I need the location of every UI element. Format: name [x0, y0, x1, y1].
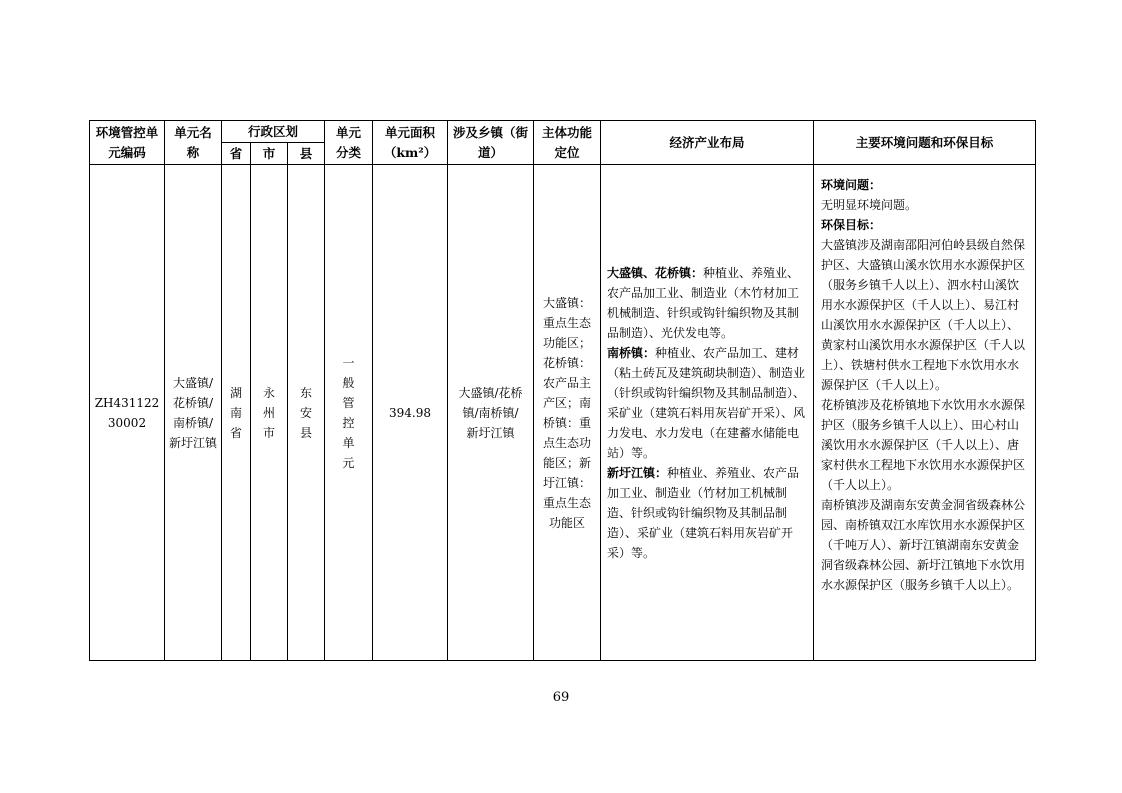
env-goal-huaqiao: 花桥镇涉及花桥镇地下水饮用水水源保护区（服务乡镇千人以上）、田心村山溪饮用水水源保护区（千人以上）、唐家村供水工程地下水饮用水水源保护区（千人以上）。 [821, 398, 1026, 492]
header-admin-division: 行政区划 [222, 121, 325, 143]
header-main-function: 主体功能定位 [534, 121, 601, 165]
header-unit-code: 环境管控单元编码 [90, 121, 165, 165]
header-county: 县 [288, 143, 325, 165]
cell-main-function: 大盛镇：重点生态功能区；花桥镇：农产品主产区；南桥镇：重点生态功能区；新圩江镇：重点生态功能区 [534, 165, 601, 661]
header-province: 省 [222, 143, 251, 165]
cell-towns: 大盛镇/花桥镇/南桥镇/新圩江镇 [448, 165, 534, 661]
env-goal-label: 环保目标： [821, 218, 882, 232]
economy-text-dasheng-huaqiao: 种植业、养殖业、农产品加工业、制造业（木竹材加工机械制造、针织或钩针编织物及其制品制造）、光伏发电等。 [607, 265, 800, 340]
header-towns: 涉及乡镇（街道） [448, 121, 534, 165]
env-problem-text: 无明显环境问题。 [821, 198, 918, 212]
economy-text-xinxujiang: 种植业、养殖业、农产品加工业、制造业（竹材加工机械制造、针织或钩针编织物及其制品制造）、采矿业（建筑石料用灰岩矿开采）等。 [607, 465, 800, 560]
env-goal-dasheng: 大盛镇涉及湖南邵阳河伯岭县级自然保护区、大盛镇山溪水饮用水水源保护区（服务乡镇千人以上）、泗水村山溪饮用水水源保护区（千人以上）、易江村山溪饮用水水源保护区（千人以上）、黄家村山溪饮用水水源保护区（千人以上）、铁塘村供水工程地下水饮用水水源保护区（千人以上）。 [821, 238, 1026, 392]
header-economy: 经济产业布局 [601, 121, 814, 165]
cell-county: 东安县 [288, 165, 325, 661]
cell-unit-area: 394.98 [373, 165, 448, 661]
cell-province: 湖南省 [222, 165, 251, 661]
economy-label-nanqiao: 南桥镇： [607, 345, 656, 360]
cell-city: 永州市 [251, 165, 288, 661]
cell-unit-name: 大盛镇/花桥镇/南桥镇/新圩江镇 [165, 165, 222, 661]
economy-paragraph [607, 263, 807, 343]
cell-economy [601, 165, 814, 661]
control-unit-table [89, 120, 1036, 661]
header-unit-name: 单元名称 [165, 121, 222, 165]
header-city: 市 [251, 143, 288, 165]
env-goal-nanqiao: 南桥镇涉及湖南东安黄金洞省级森林公园、南桥镇双江水库饮用水水源保护区（千吨万人）、新圩江镇湖南东安黄金洞省级森林公园、新圩江镇地下水饮用水水源保护区（服务乡镇千人以上）。 [821, 498, 1026, 592]
page-number: 69 [552, 690, 570, 705]
header-unit-class: 单元分类 [325, 121, 373, 165]
header-environment: 主要环境问题和环保目标 [814, 121, 1036, 165]
env-problem-label: 环境问题： [821, 178, 882, 192]
cell-unit-class: 一般管控单元 [325, 165, 373, 661]
economy-text-nanqiao: 种植业、农产品加工、建材（粘土砖瓦及建筑砌块制造）、制造业（针织或钩针编织物及其制品制造）、采矿业（建筑石料用灰岩矿开采）、风力发电、水力发电（在建蓄水储能电站）等。 [607, 345, 806, 460]
economy-label-xinxujiang: 新圩江镇： [607, 465, 668, 480]
economy-paragraph [607, 463, 807, 563]
cell-environment [814, 165, 1036, 661]
economy-label-dasheng-huaqiao: 大盛镇、花桥镇： [607, 265, 704, 280]
header-unit-area: 单元面积（km²） [373, 121, 448, 165]
economy-paragraph [607, 343, 807, 463]
cell-unit-code: ZH431122 30002 [90, 165, 165, 661]
table-row [90, 165, 1036, 661]
